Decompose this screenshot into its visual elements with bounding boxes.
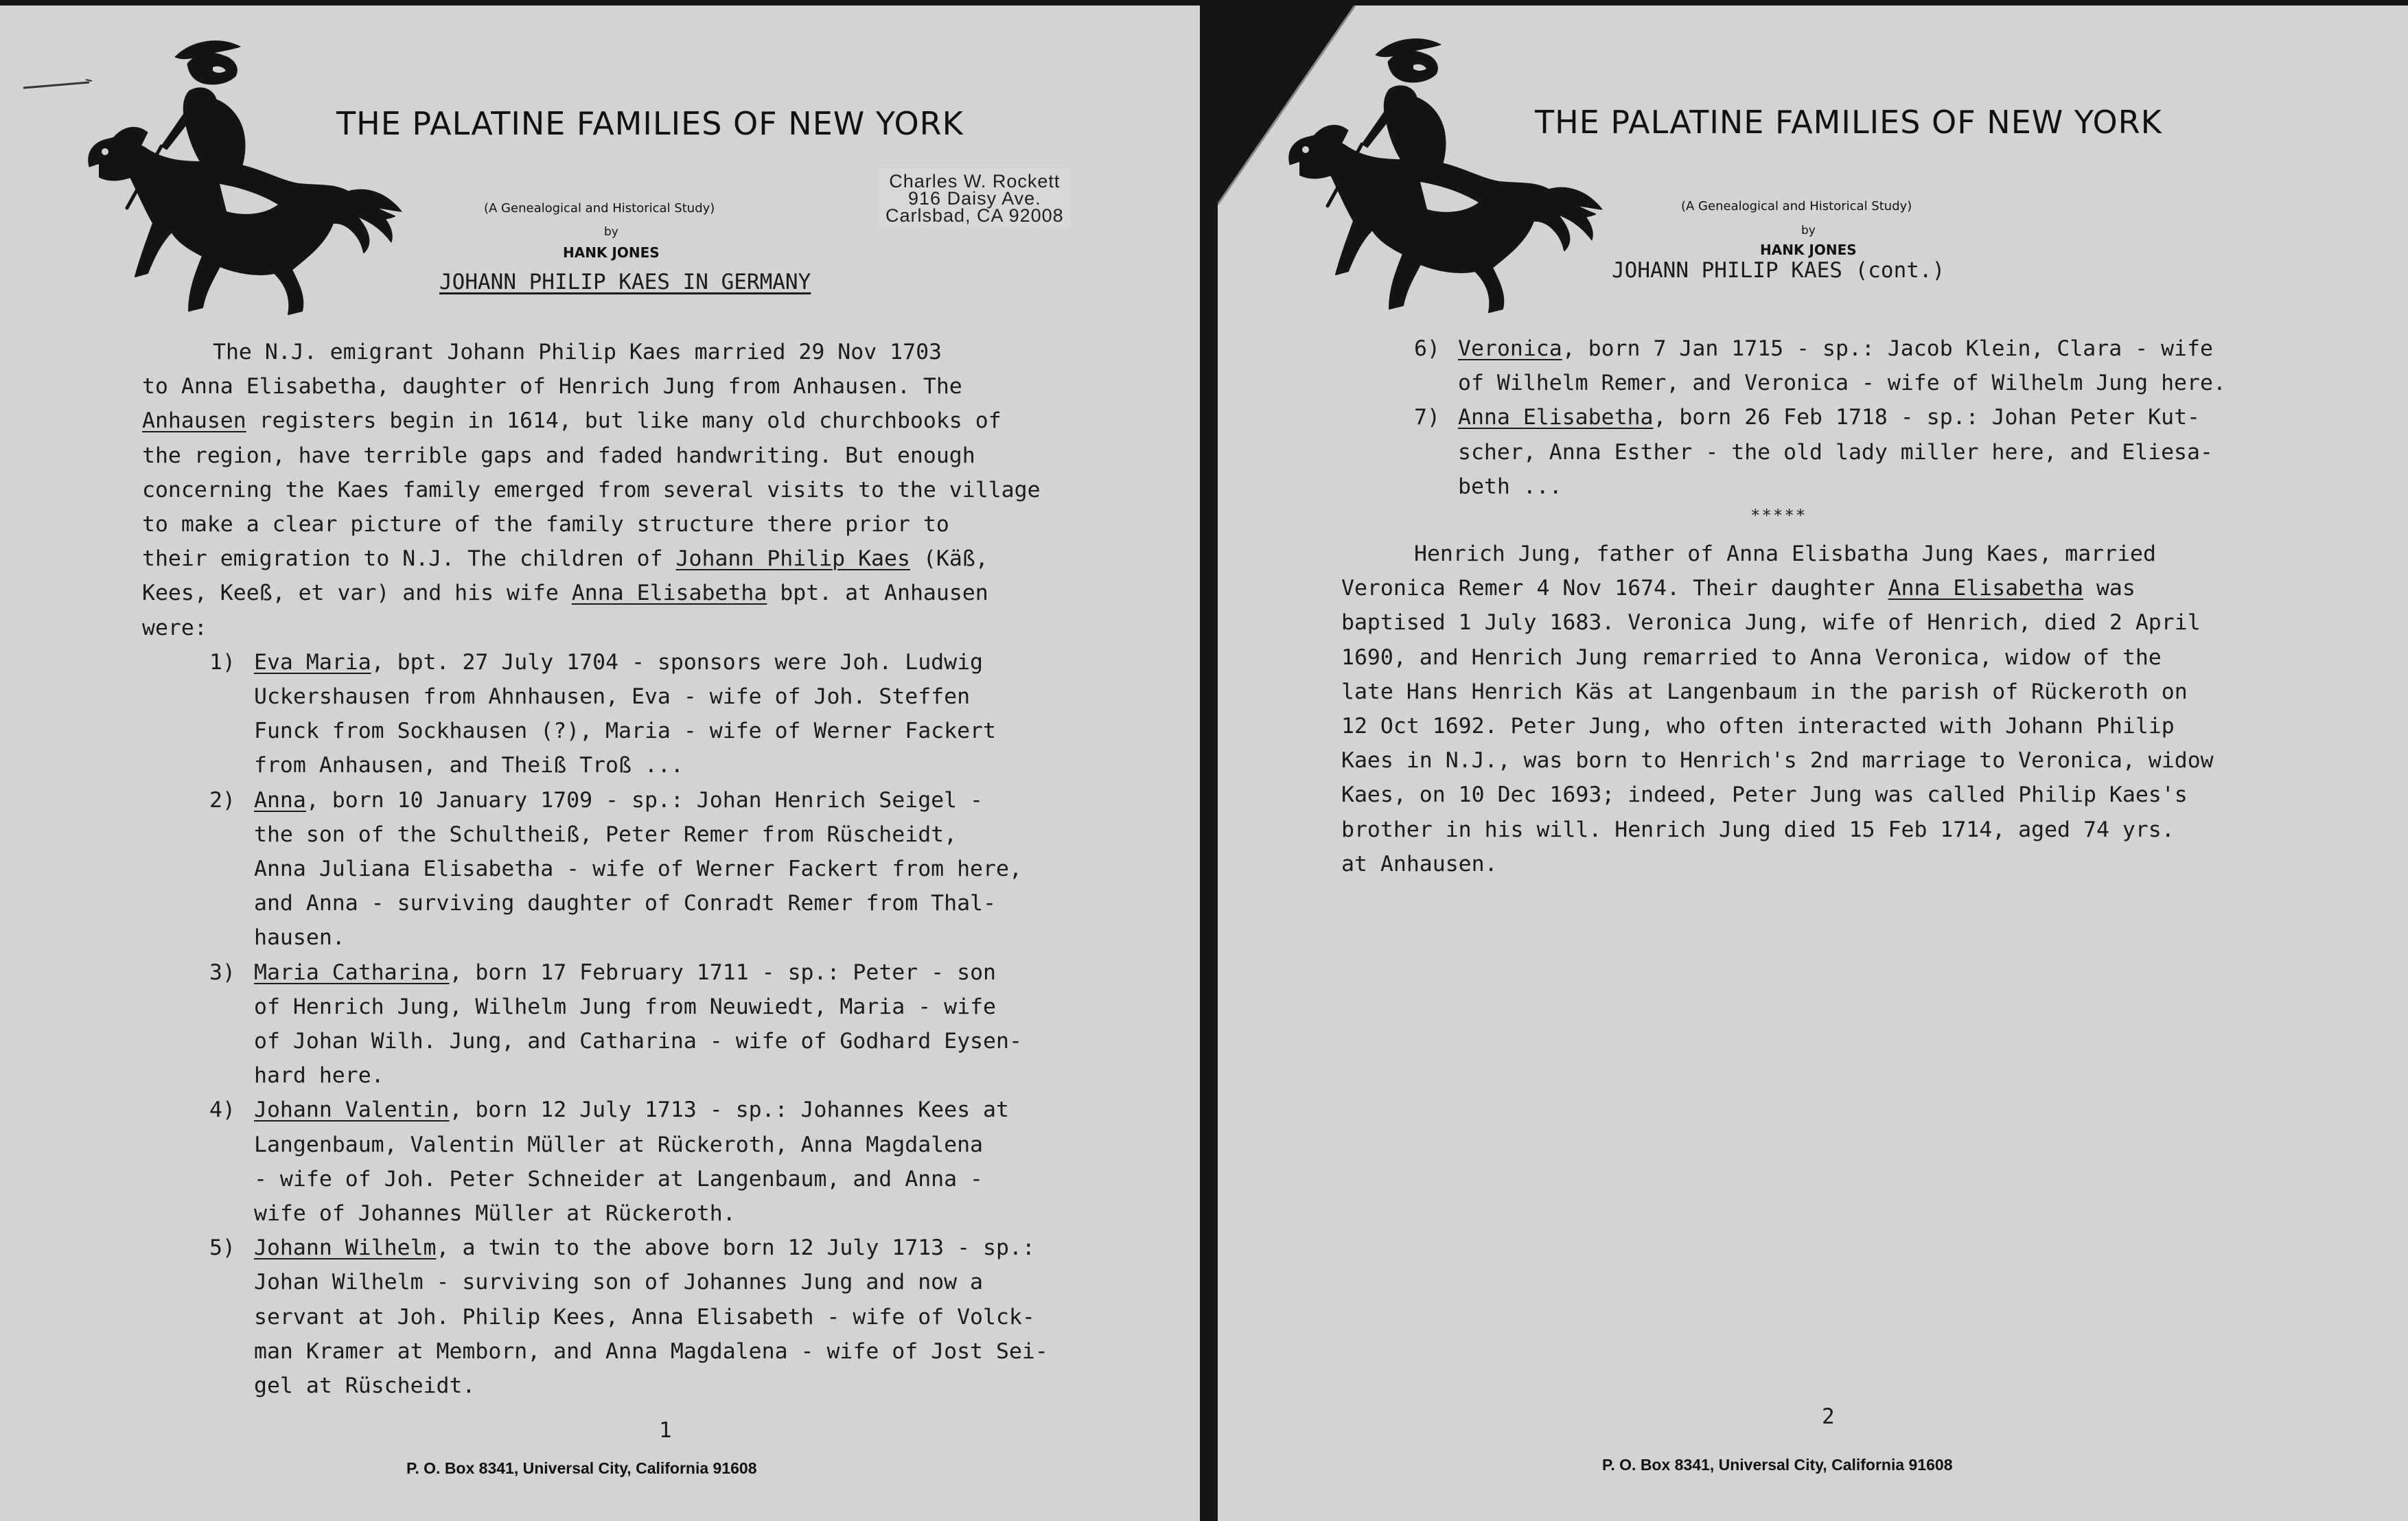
list-item-line: wife of Johannes Müller at Rückeroth. xyxy=(254,1201,736,1226)
byline: by xyxy=(604,225,618,239)
list-number: 2) xyxy=(209,787,235,813)
text-segment: registers begin in 1614, but like many old churchbooks of xyxy=(246,408,1002,434)
list-item xyxy=(1458,404,2200,431)
child-details: , a twin to the above born 12 July 1713 - sp.: xyxy=(436,1235,1035,1261)
paragraph-line: baptised 1 July 1683. Veronica Jung, wife of Henrich, died 2 April xyxy=(1341,610,2201,636)
document-page-2 xyxy=(1218,5,2408,1521)
underlined-name: Anna Elisabetha xyxy=(1888,576,2083,601)
list-item-line: gel at Rüscheidt. xyxy=(254,1373,476,1398)
child-name: Anna Elisabetha xyxy=(1458,405,1654,430)
paragraph-line xyxy=(142,545,988,572)
list-number: 7) xyxy=(1414,405,1440,430)
page-footer: P. O. Box 8341, Universal City, California 91608 xyxy=(406,1459,757,1477)
byline: by xyxy=(1801,224,1816,237)
list-item xyxy=(254,1234,1035,1262)
list-item-line: hard here. xyxy=(254,1063,384,1089)
text-segment: their emigration to N.J. The children of xyxy=(142,546,676,572)
list-number: 6) xyxy=(1414,336,1440,361)
list-number: 3) xyxy=(209,960,235,985)
list-item-line: servant at Joh. Philip Kees, Anna Elisabeth - wife of Volck- xyxy=(254,1304,1035,1330)
paragraph-line: were: xyxy=(142,615,207,640)
series-title: THE PALATINE FAMILIES OF NEW YORK xyxy=(1535,104,2162,141)
address-stamp xyxy=(879,169,1071,229)
horse-and-rider-logo-icon xyxy=(1273,34,1616,323)
page-footer: P. O. Box 8341, Universal City, California 91608 xyxy=(1602,1456,1953,1474)
list-item-line: Anna Juliana Elisabetha - wife of Werner Fackert from here, xyxy=(254,857,1022,881)
list-item xyxy=(254,1096,1009,1124)
paragraph-line: late Hans Henrich Käs at Langenbaum in the parish of Rückeroth on xyxy=(1341,679,2188,704)
paragraph-line: brother in his will. Henrich Jung died 15 Feb 1714, aged 74 yrs. xyxy=(1341,817,2175,842)
document-page-1 xyxy=(0,5,1200,1521)
author-name: HANK JONES xyxy=(563,244,660,261)
page-number: 1 xyxy=(659,1418,672,1443)
underlined-name: Johann Philip Kaes xyxy=(675,546,910,572)
list-item-line: the son of the Schultheiß, Peter Remer from Rüscheidt, xyxy=(254,822,958,847)
paragraph-line: The N.J. emigrant Johann Philip Kaes married 29 Nov 1703 xyxy=(213,340,942,364)
child-details: , born 26 Feb 1718 - sp.: Johan Peter Kut- xyxy=(1653,405,2200,430)
paragraph-line xyxy=(142,407,1002,434)
author-name: HANK JONES xyxy=(1760,242,1857,258)
paragraph-line xyxy=(1341,574,2135,602)
paragraph-line: 1690, and Henrich Jung remarried to Anna Veronica, widow of the xyxy=(1341,645,2162,670)
text-segment: Veronica Remer 4 Nov 1674. Their daughter xyxy=(1341,576,1888,601)
list-item-line: Uckershausen from Ahnhausen, Eva - wife of Joh. Steffen xyxy=(254,684,971,709)
section-separator: ***** xyxy=(1750,506,1807,525)
text-segment: Kees, Keeß, et var) and his wife xyxy=(142,581,572,606)
list-item xyxy=(1458,335,2213,362)
paragraph-line: concerning the Kaes family emerged from several visits to the village xyxy=(142,477,1041,502)
list-item-line: beth ... xyxy=(1458,474,1562,499)
child-details: , born 12 July 1713 - sp.: Johannes Kees at xyxy=(449,1098,1009,1123)
list-item xyxy=(254,787,983,814)
list-item-line: Johan Wilhelm - surviving son of Johannes Jung and now a xyxy=(254,1270,984,1295)
text-segment: bpt. at Anhausen xyxy=(767,581,988,606)
list-number: 4) xyxy=(209,1098,235,1123)
child-details: , born 7 Jan 1715 - sp.: Jacob Klein, Clara - wife xyxy=(1562,336,2213,361)
paragraph-line: Kaes in N.J., was born to Henrich's 2nd marriage to Veronica, widow xyxy=(1341,748,2214,774)
paragraph-line: Henrich Jung, father of Anna Elisbatha Jung Kaes, married xyxy=(1414,542,2156,566)
child-name: Veronica xyxy=(1458,336,1562,361)
child-name: Johann Wilhelm xyxy=(254,1235,437,1261)
paragraph-line: Kaes, on 10 Dec 1693; indeed, Peter Jung was called Philip Kaes's xyxy=(1341,782,2188,808)
article-title: JOHANN PHILIP KAES (cont.) xyxy=(1612,258,1945,283)
stamp-line-name: Charles W. Rockett xyxy=(889,171,1061,191)
list-item-line: man Kramer at Memborn, and Anna Magdalena - wife of Jost Sei- xyxy=(254,1338,1048,1364)
stamp-line-city: Carlsbad, CA 92008 xyxy=(885,205,1064,226)
list-item-line: of Henrich Jung, Wilhelm Jung from Neuwiedt, Maria - wife xyxy=(254,994,996,1019)
list-number: 1) xyxy=(209,649,235,675)
paragraph-line xyxy=(142,579,988,607)
child-details: , bpt. 27 July 1704 - sponsors were Joh. Ludwig xyxy=(371,649,984,675)
horse-and-rider-logo-icon xyxy=(72,36,415,325)
list-item-line: and Anna - surviving daughter of Conradt Remer from Thal- xyxy=(254,891,996,916)
list-item-line: Langenbaum, Valentin Müller at Rückeroth, Anna Magdalena xyxy=(254,1132,984,1157)
paragraph-line: to make a clear picture of the family structure there prior to xyxy=(142,512,949,537)
series-title: THE PALATINE FAMILIES OF NEW YORK xyxy=(336,105,964,142)
list-number: 5) xyxy=(209,1235,235,1261)
child-name: Johann Valentin xyxy=(254,1098,450,1123)
child-details: , born 17 February 1711 - sp.: Peter - son xyxy=(449,960,996,985)
paragraph-line: to Anna Elisabetha, daughter of Henrich Jung from Anhausen. The xyxy=(142,374,962,399)
list-item-line: - wife of Joh. Peter Schneider at Langenbaum, and Anna - xyxy=(254,1166,984,1192)
text-segment: was xyxy=(2083,576,2135,601)
list-item-line: of Johan Wilh. Jung, and Catharina - wife of Godhard Eysen- xyxy=(254,1029,1022,1054)
child-name: Eva Maria xyxy=(254,649,371,675)
child-details: , born 10 January 1709 - sp.: Johan Henrich Seigel - xyxy=(305,787,984,813)
series-subtitle: (A Genealogical and Historical Study) xyxy=(1681,199,1912,213)
list-item-line: from Anhausen, and Theiß Troß ... xyxy=(254,753,684,778)
underlined-name: Anna Elisabetha xyxy=(571,581,767,606)
series-subtitle: (A Genealogical and Historical Study) xyxy=(484,201,715,216)
list-item xyxy=(254,649,983,676)
stamp-line-street: 916 Daisy Ave. xyxy=(908,188,1041,209)
list-item-line: of Wilhelm Remer, and Veronica - wife of Wilhelm Jung here. xyxy=(1458,371,2226,396)
list-item-line: hausen. xyxy=(254,925,345,951)
text-segment: (Käß, xyxy=(910,546,988,572)
paragraph-line: the region, have terrible gaps and faded handwriting. But enough xyxy=(142,443,975,468)
paragraph-line: 12 Oct 1692. Peter Jung, who often interacted with Johann Philip xyxy=(1341,714,2175,739)
article-title: JOHANN PHILIP KAES IN GERMANY xyxy=(439,270,811,294)
page-number: 2 xyxy=(1822,1404,1835,1429)
child-name: Maria Catharina xyxy=(254,960,450,985)
paragraph-line: at Anhausen. xyxy=(1341,851,1498,876)
underlined-name: Anhausen xyxy=(142,408,246,434)
list-item-line: Funck from Sockhausen (?), Maria - wife of Werner Fackert xyxy=(254,719,996,744)
list-item xyxy=(254,959,996,986)
child-name: Anna xyxy=(254,787,306,813)
list-item-line: scher, Anna Esther - the old lady miller here, and Eliesa- xyxy=(1458,439,2213,465)
